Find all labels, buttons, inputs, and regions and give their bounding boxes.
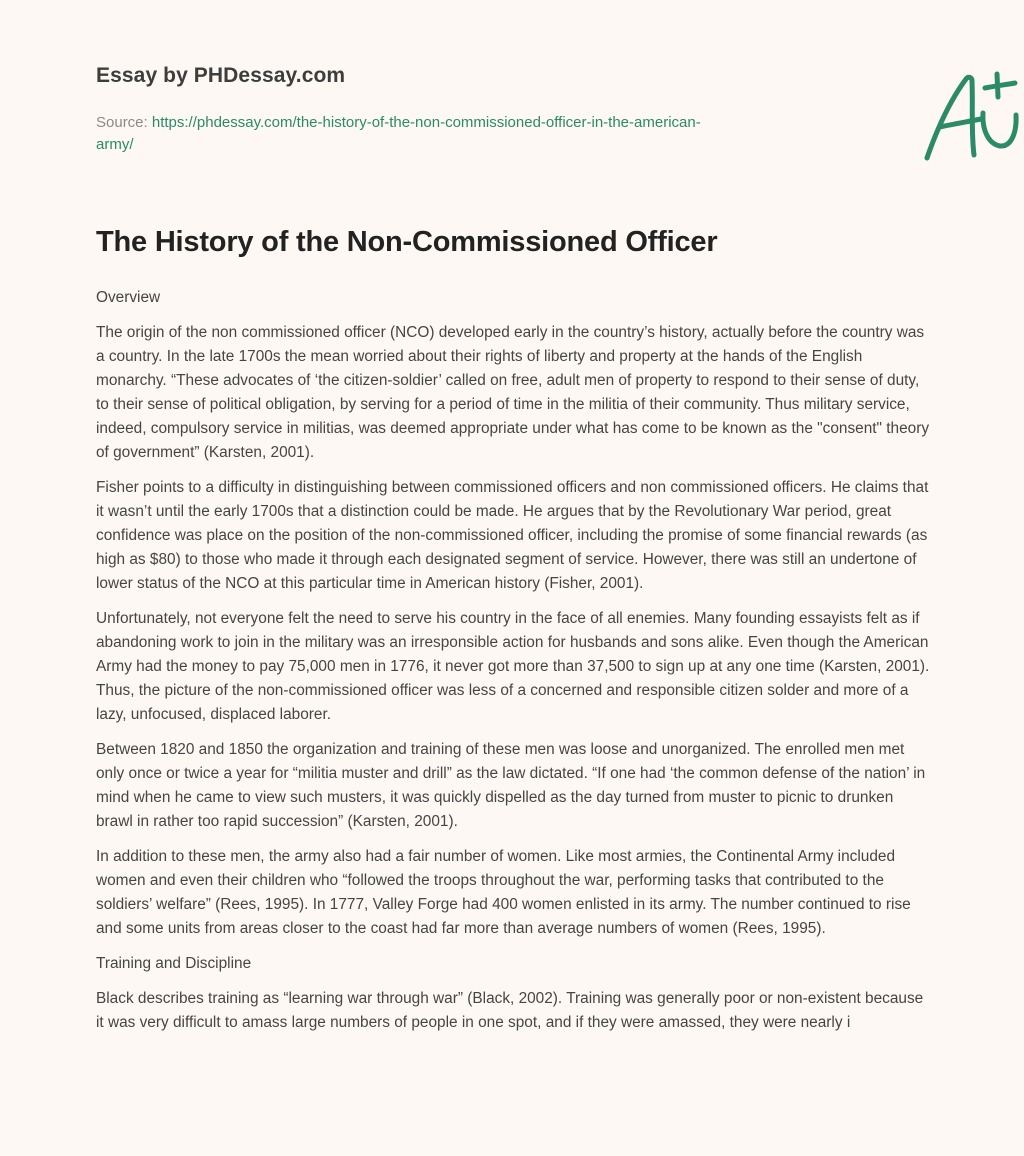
source-label: Source: (96, 114, 148, 131)
site-title: Essay by PHDessay.com (96, 64, 346, 87)
paragraph: The origin of the non commissioned officer (NCO) developed early in the country’s history, actually before the country was a country. In the late 1700s the mean worried about their rights of liberty and property at the hands of the English monarchy. “These advocates of ‘the citizen-soldier’ called on free, adult men of property to respond to their sense of duty, to their sense of political obligation, by serving for a period of time in the militia of their community. Thus military service, indeed, compulsory service in militias, was deemed appropriate under what has come to be known as the "consent" theory of government” (Karsten, 2001). (96, 324, 930, 461)
source-link[interactable]: https://phdessay.com/the-history-of-the-non-commissioned-officer-in-the-american-army/ (96, 114, 701, 153)
paragraph: Black describes training as “learning war through war” (Black, 2002). Training was generally poor or non-existent because it was very difficult to amass large numbers of people in one spot, and if they were amassed, they were nearly i (96, 990, 924, 1031)
source-line (96, 112, 736, 156)
section-heading-training: Training and Discipline (96, 955, 252, 972)
paragraph: Fisher points to a difficulty in distinguishing between commissioned officers and non commissioned officers. He claims that it wasn’t until the early 1700s that a distinction could be made. He argues that by the Revolutionary War period, great confidence was place on the position of the non-commissioned officer, including the promise of some financial rewards (as high as $80) to those who made it through each designated segment of service. However, there was still an undertone of lower status of the NCO at this particular time in American history (Fisher, 2001). (96, 479, 929, 592)
paragraph: Between 1820 and 1850 the organization and training of these men was loose and unorganized. The enrolled men met only once or twice a year for “militia muster and drill” as the law dictated. “If one had ‘the common defense of the nation’ in mind when he came to view such musters, it was quickly dispelled as the day turned from muster to picnic to drunken brawl in rather too rapid succession” (Karsten, 2001). (96, 741, 926, 830)
paragraph: Unfortunately, not everyone felt the need to serve his country in the face of all enemies. Many founding essayists felt as if abandoning work to join in the military was an irresponsible action for husbands and sons alike. Even though the American Army had the money to pay 75,000 men in 1776, it never got more than 37,500 to sign up at any one time (Karsten, 2001). Thus, the picture of the non-commissioned officer was less of a concerned and responsible citizen solder and more of a lazy, unfocused, displaced laborer. (96, 610, 930, 723)
essay-body (96, 286, 930, 1046)
a-plus-logo-icon (918, 68, 1022, 164)
essay-title: The History of the Non-Commissioned Officer (96, 226, 718, 258)
paragraph: In addition to these men, the army also had a fair number of women. Like most armies, the Continental Army included women and even their children who “followed the troops throughout the war, performing tasks that contributed to the soldiers’ welfare” (Rees, 1995). In 1777, Valley Forge had 400 women enlisted in its army. The number continued to rise and some units from areas closer to the coast had far more than average numbers of women (Rees, 1995). (96, 848, 911, 937)
section-heading-overview: Overview (96, 289, 161, 306)
